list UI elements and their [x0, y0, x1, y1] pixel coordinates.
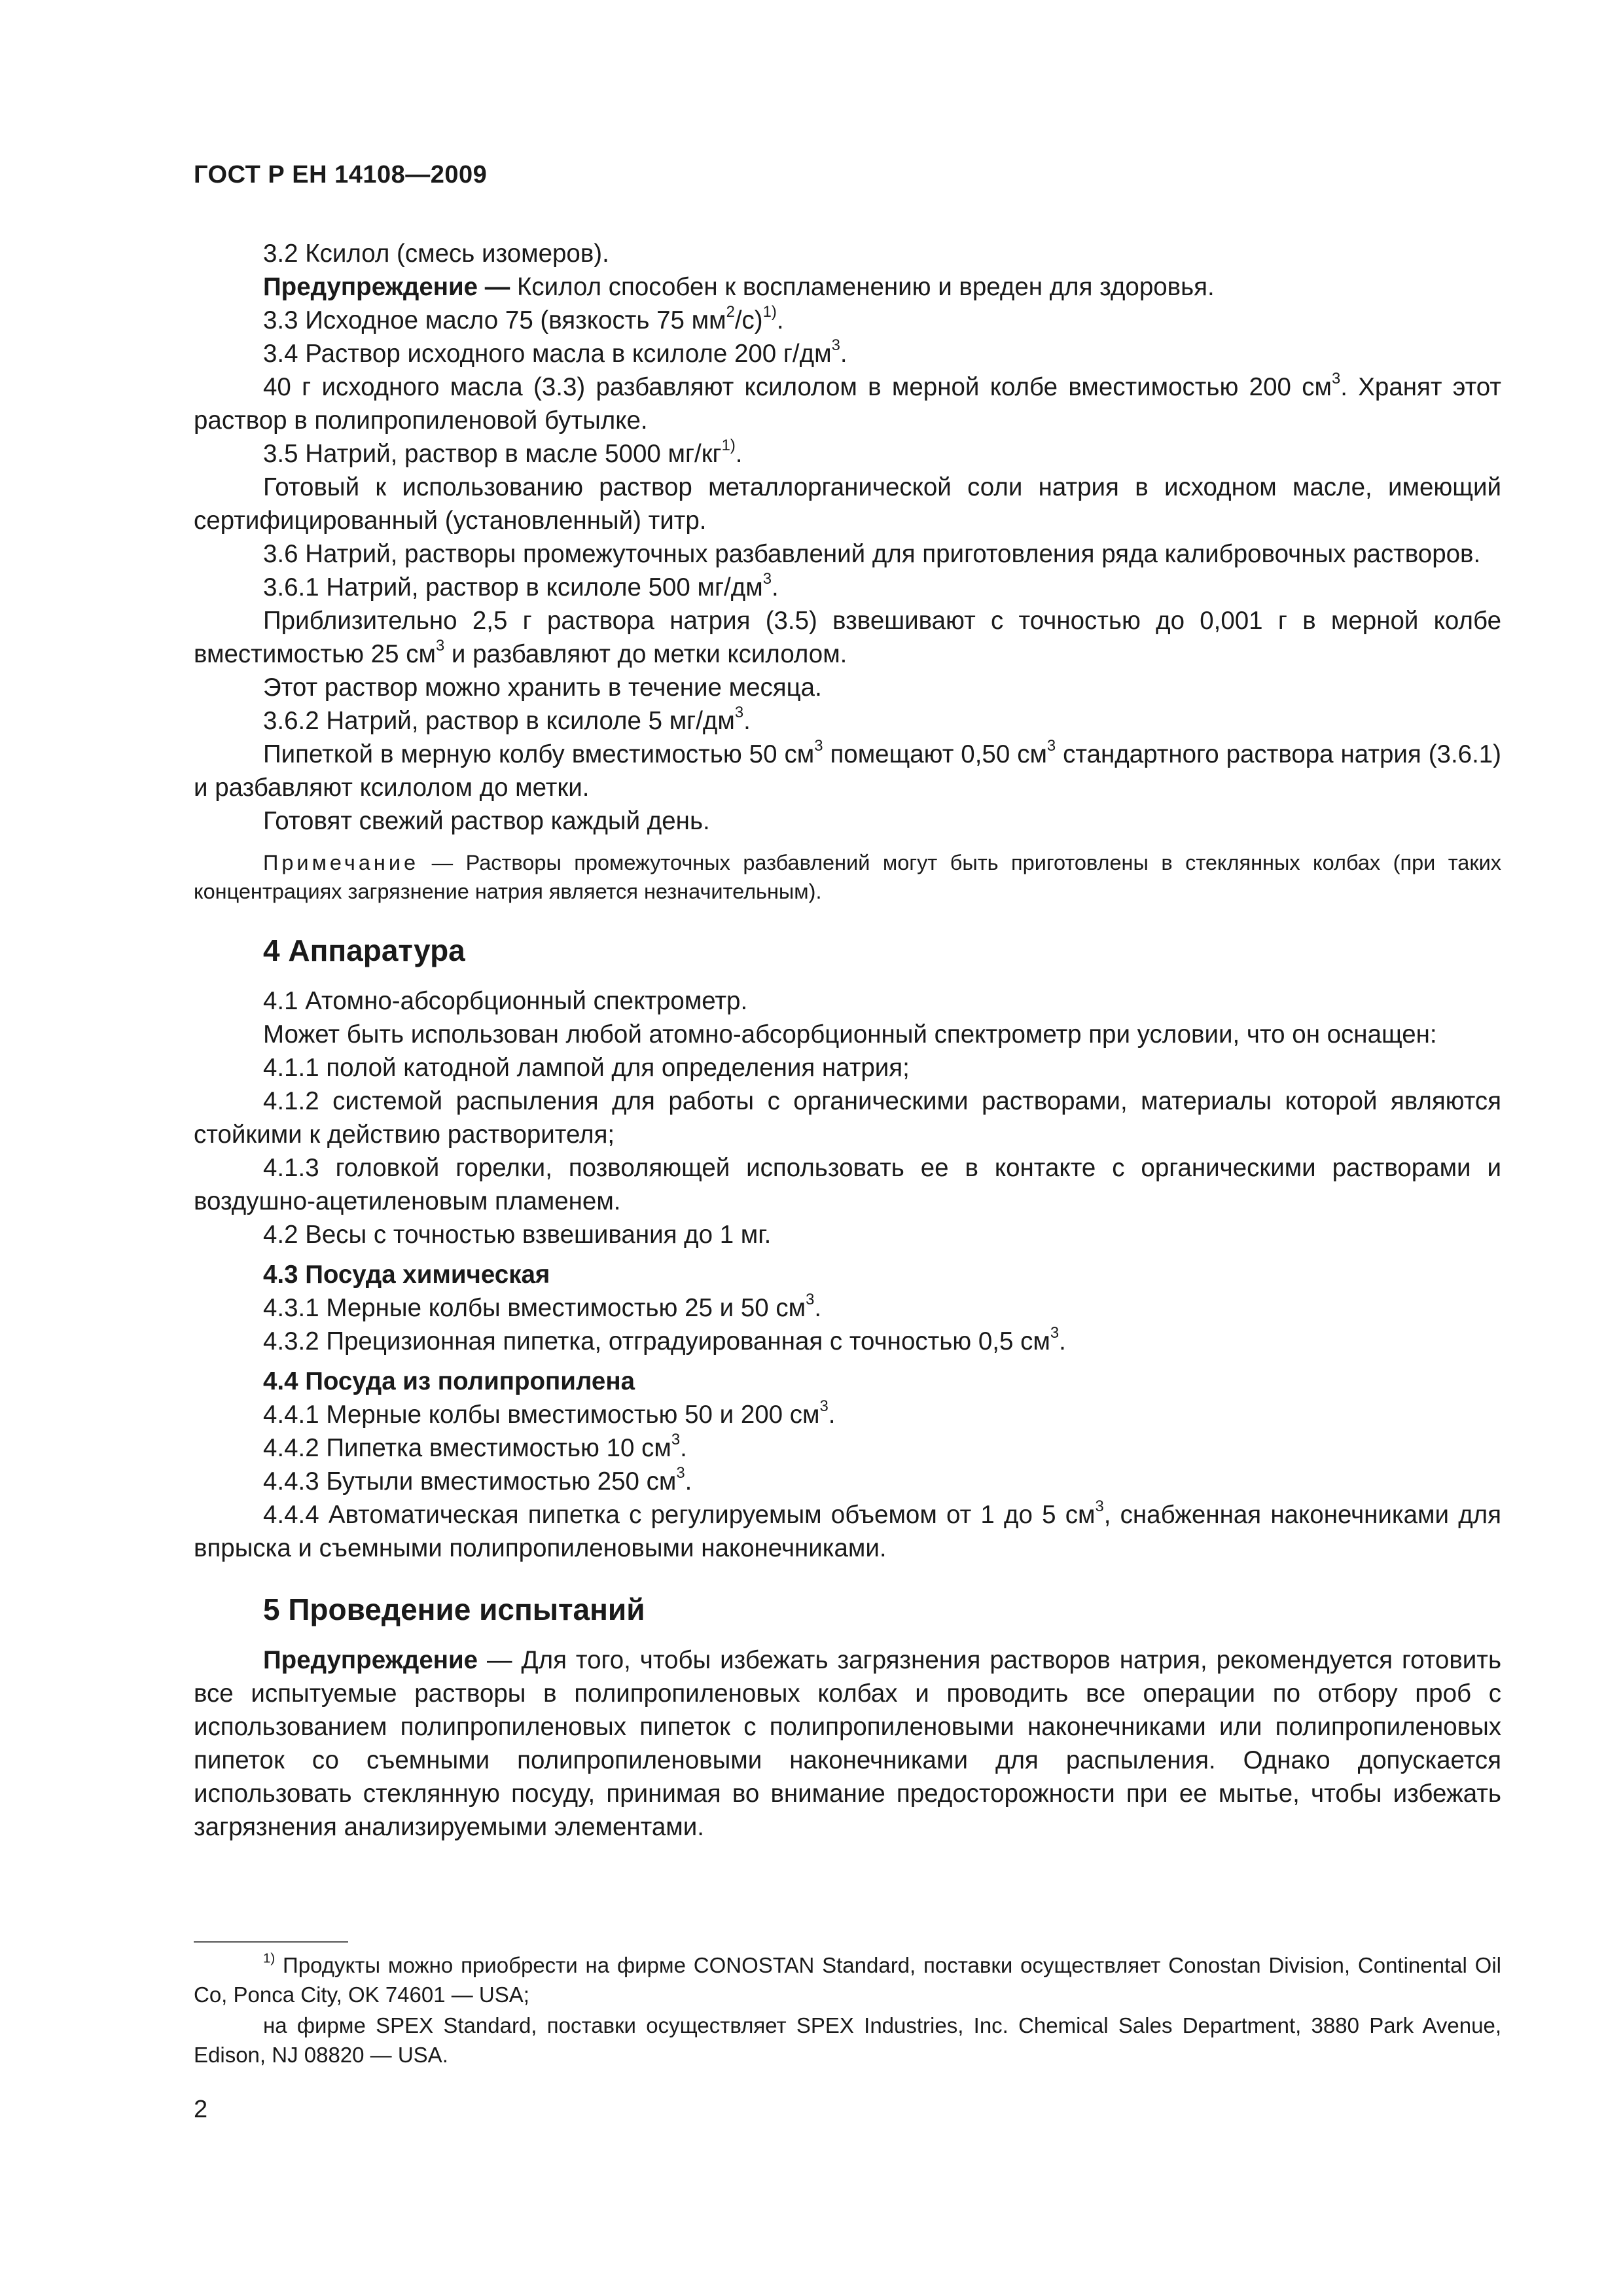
- section-4-heading: 4 Аппаратура: [263, 933, 465, 967]
- clause-3-6-1-body: Приблизительно 2,5 г раствора натрия (3.5) взвешивают с точностью до 0,001 г в мерной колбе вместимостью 25 $см^3$ и разбавляют до метки ксилолом.: [194, 607, 1501, 668]
- clause-4-4-2: 4.4.2 Пипетка вместимостью 10 $см^3$.: [263, 1431, 687, 1462]
- footnote-marker: 1): [263, 1950, 276, 1966]
- clause-3-4: 3.4 Раствор исходного масла в ксилоле 200 $г/дм^3$.: [263, 336, 847, 368]
- footnote: [194, 1950, 1501, 2071]
- clause-4-4-4: 4.4.4 Автоматическая пипетка с регулируемым объемом от 1 до 5 $см^3$, снабженная наконечниками для впрыска и съемными полипропиленовыми наконечниками.: [194, 1498, 1501, 1562]
- clause-3-2: 3.2 Ксилол (смесь изомеров).: [263, 240, 609, 268]
- page-number: 2: [194, 2096, 208, 2123]
- clause-4-4-1: 4.4.1 Мерные колбы вместимостью 50 и 200 $см^3$.: [263, 1397, 836, 1429]
- warning-label: Предупреждение —: [263, 273, 510, 301]
- document-body: [194, 237, 1501, 1844]
- clause-4-4-3: 4.4.3 Бутыли вместимостью 250 $см^3$.: [263, 1464, 692, 1496]
- warning-xylene: Предупреждение — Ксилол способен к воспламенению и вреден для здоровья.: [263, 273, 1215, 301]
- clause-4-1-2: 4.1.2 системой распыления для работы с органическими растворами, материалы которой являются стойкими к действию растворителя;: [194, 1087, 1501, 1149]
- note-block: Примечание — Растворы промежуточных разбавлений могут быть приготовлены в стеклянных колбах (при таких концентрациях загрязнение натрия является незначительным).: [194, 851, 1501, 903]
- clause-4-1-1: 4.1.1 полой катодной лампой для определения натрия;: [263, 1054, 910, 1082]
- clause-3-5: 3.5 Натрий, раствор в масле 5000 $мг/кг^{1)}$.: [263, 437, 743, 468]
- clause-4-1-body: Может быть использован любой атомно-абсорбционный спектрометр при условии, что он оснащен:: [263, 1020, 1437, 1049]
- clause-3-6-1: 3.6.1 Натрий, раствор в ксилоле 500 $мг/дм^3$.: [263, 570, 779, 601]
- warning-contamination: Предупреждение — Для того, чтобы избежать загрязнения растворов натрия, рекомендуется готовить все испытуемые растворы в полипропиленовых колбах и проводить все операции по отбору проб с использованием полипропиленовых пипеток с полипропиленовыми наконечниками или полипропиленовых пипеток со съемными полипропиленовыми наконечниками для распыления. Однако допускается использовать стеклянную посуду, принимая во внимание предосторожности при ее мытье, чтобы избежать загрязнения анализируемыми элементами.: [194, 1646, 1501, 1841]
- footnote-line-2: на фирме SPEX Standard, поставки осуществляет SPEX Industries, Inc. Chemical Sales Department, 3880 Park Avenue, Edison, NJ 08820 — USA.: [194, 2013, 1501, 2067]
- clause-4-1: 4.1 Атомно-абсорбционный спектрометр.: [263, 987, 748, 1015]
- section-5-heading: 5 Проведение испытаний: [263, 1592, 645, 1626]
- clause-3-6-1-storage: Этот раствор можно хранить в течение месяца.: [263, 673, 822, 702]
- clause-3-6-2-fresh: Готовят свежий раствор каждый день.: [263, 807, 710, 835]
- note-label: Примечание: [263, 851, 419, 874]
- clause-4-3-2: 4.3.2 Прецизионная пипетка, отградуированная с точностью 0,5 $см^3$.: [263, 1324, 1066, 1355]
- clause-3-5-body: Готовый к использованию раствор металлорганической соли натрия в исходном масле, имеющий сертифицированный (установленный) титр.: [194, 473, 1501, 535]
- footnote-separator: [194, 1941, 348, 1943]
- clause-4-2: 4.2 Весы с точностью взвешивания до 1 мг.: [263, 1221, 772, 1249]
- subsection-4-3-heading: 4.3 Посуда химическая: [263, 1261, 550, 1289]
- clause-3-6: 3.6 Натрий, растворы промежуточных разбавлений для приготовления ряда калибровочных растворов.: [263, 540, 1481, 568]
- clause-3-6-2: 3.6.2 Натрий, раствор в ксилоле 5 $мг/дм^3$.: [263, 704, 751, 735]
- subsection-4-4-heading: 4.4 Посуда из полипропилена: [263, 1367, 635, 1395]
- clause-3-6-2-body: Пипеткой в мерную колбу вместимостью 50 $см^3$ помещают 0,50 $см^3$ стандартного раствора натрия (3.6.1) и разбавляют ксилолом до метки.: [194, 737, 1501, 802]
- document-header: ГОСТ Р ЕН 14108—2009: [194, 161, 488, 188]
- footnote-line-1: $^{1)}$ Продукты можно приобрести на фирме CONOSTAN Standard, поставки осуществляет Conostan Division, Continental Oil Co, Ponca City, OK 74601 — USA;: [194, 1950, 1501, 2007]
- warning-label: Предупреждение: [263, 1646, 478, 1674]
- clause-3-4-body: 40 г исходного масла (3.3) разбавляют ксилолом в мерной колбе вместимостью 200 $см^3$. Хранят этот раствор в полипропиленовой бутылке.: [194, 370, 1501, 435]
- clause-4-1-3: 4.1.3 головкой горелки, позволяющей использовать ее в контакте с органическими растворами и воздушно-ацетиленовым пламенем.: [194, 1154, 1501, 1215]
- clause-3-3: 3.3 Исходное масло 75 (вязкость 75 $мм^2/с)^{1)}$.: [263, 303, 784, 334]
- clause-4-3-1: 4.3.1 Мерные колбы вместимостью 25 и 50 $см^3$.: [263, 1291, 822, 1322]
